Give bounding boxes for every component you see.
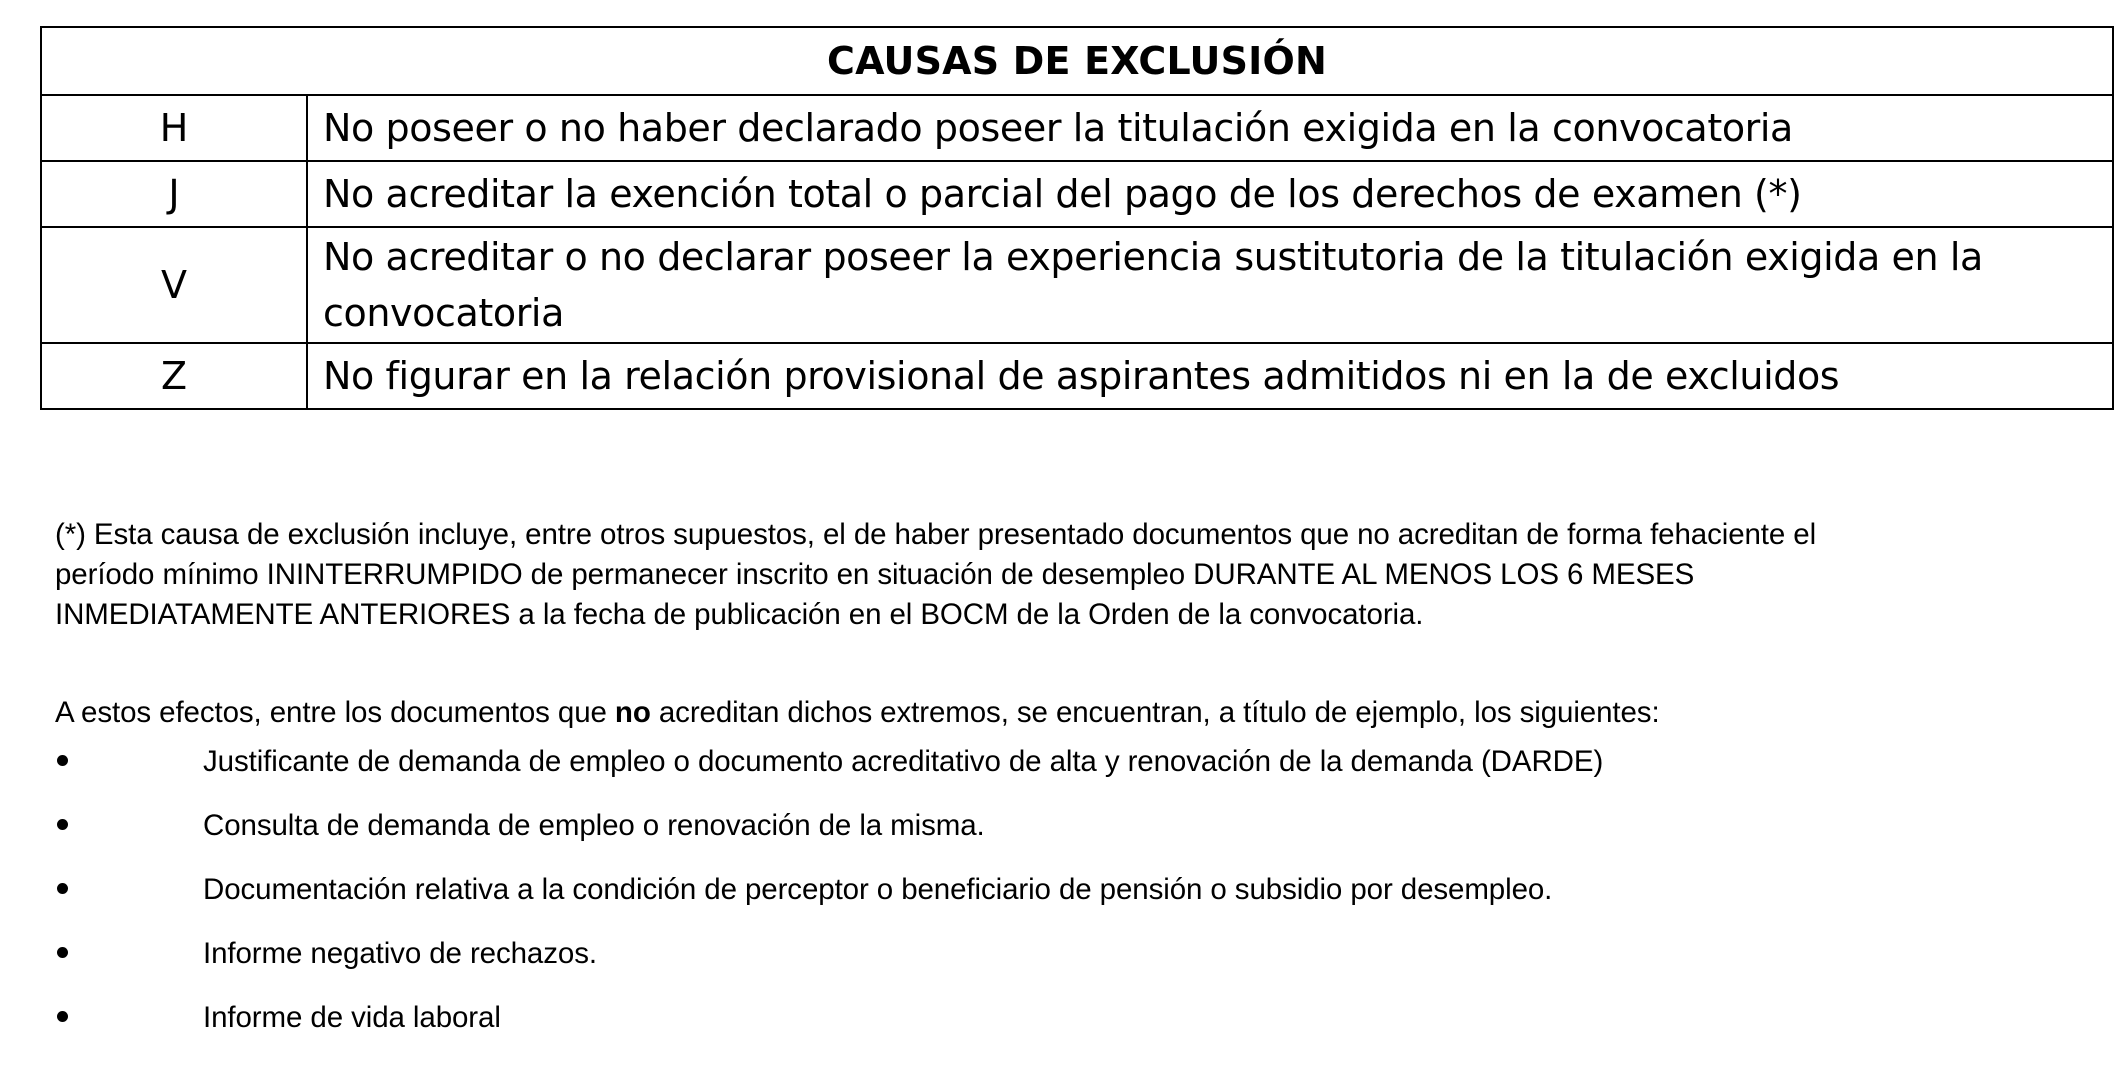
bullet-icon	[57, 819, 68, 830]
list-item	[55, 740, 2055, 804]
documents-list	[55, 740, 2055, 1060]
cause-code: V	[41, 227, 307, 343]
table-title: CAUSAS DE EXCLUSIÓN	[41, 27, 2113, 95]
bullet-icon	[57, 883, 68, 894]
list-item	[55, 932, 2055, 996]
intro-paragraph	[55, 693, 2115, 733]
bullet-icon	[57, 755, 68, 766]
cause-code: H	[41, 95, 307, 161]
footnote-line: INMEDIATAMENTE ANTERIORES a la fecha de publicación en el BOCM de la Orden de la convocatoria.	[55, 598, 1424, 631]
cause-description: No poseer o no haber declarado poseer la titulación exigida en la convocatoria	[307, 95, 2113, 161]
bullet-icon	[57, 1011, 68, 1022]
table-row	[41, 95, 2113, 161]
table-row	[41, 343, 2113, 409]
intro-emphasis: no	[614, 696, 651, 729]
footnote-line: período mínimo ININTERRUMPIDO de permanecer inscrito en situación de desempleo DURANTE AL MENOS LOS 6 MESES	[55, 558, 1695, 591]
intro-text-after: acreditan dichos extremos, se encuentran, a título de ejemplo, los siguientes:	[650, 696, 1660, 729]
list-item	[55, 868, 2055, 932]
bullet-icon	[57, 947, 68, 958]
list-item-text: Consulta de demanda de empleo o renovación de la misma.	[203, 809, 985, 842]
list-item-text: Justificante de demanda de empleo o documento acreditativo de alta y renovación de la demanda (DARDE)	[203, 745, 1604, 778]
exclusion-causes-table	[40, 26, 2114, 410]
list-item-text: Informe de vida laboral	[203, 1001, 501, 1034]
table-row	[41, 227, 2113, 343]
list-item-text: Documentación relativa a la condición de perceptor o beneficiario de pensión o subsidio por desempleo.	[203, 873, 1553, 906]
list-item	[55, 804, 2055, 868]
footnote-line: (*) Esta causa de exclusión incluye, entre otros supuestos, el de haber presentado documentos que no acreditan de forma fehaciente el	[55, 518, 1817, 551]
cause-code: Z	[41, 343, 307, 409]
cause-description: No acreditar la exención total o parcial del pago de los derechos de examen (*)	[307, 161, 2113, 227]
table-row	[41, 161, 2113, 227]
list-item-text: Informe negativo de rechazos.	[203, 937, 597, 970]
cause-code: J	[41, 161, 307, 227]
intro-text-before: A estos efectos, entre los documentos que	[55, 696, 615, 729]
list-item	[55, 996, 2055, 1060]
cause-description: No acreditar o no declarar poseer la experiencia sustitutoria de la titulación exigida en la convocatoria	[307, 227, 2113, 343]
footnote-paragraph	[55, 515, 2115, 635]
table-header-row	[41, 27, 2113, 95]
cause-description: No figurar en la relación provisional de aspirantes admitidos ni en la de excluidos	[307, 343, 2113, 409]
